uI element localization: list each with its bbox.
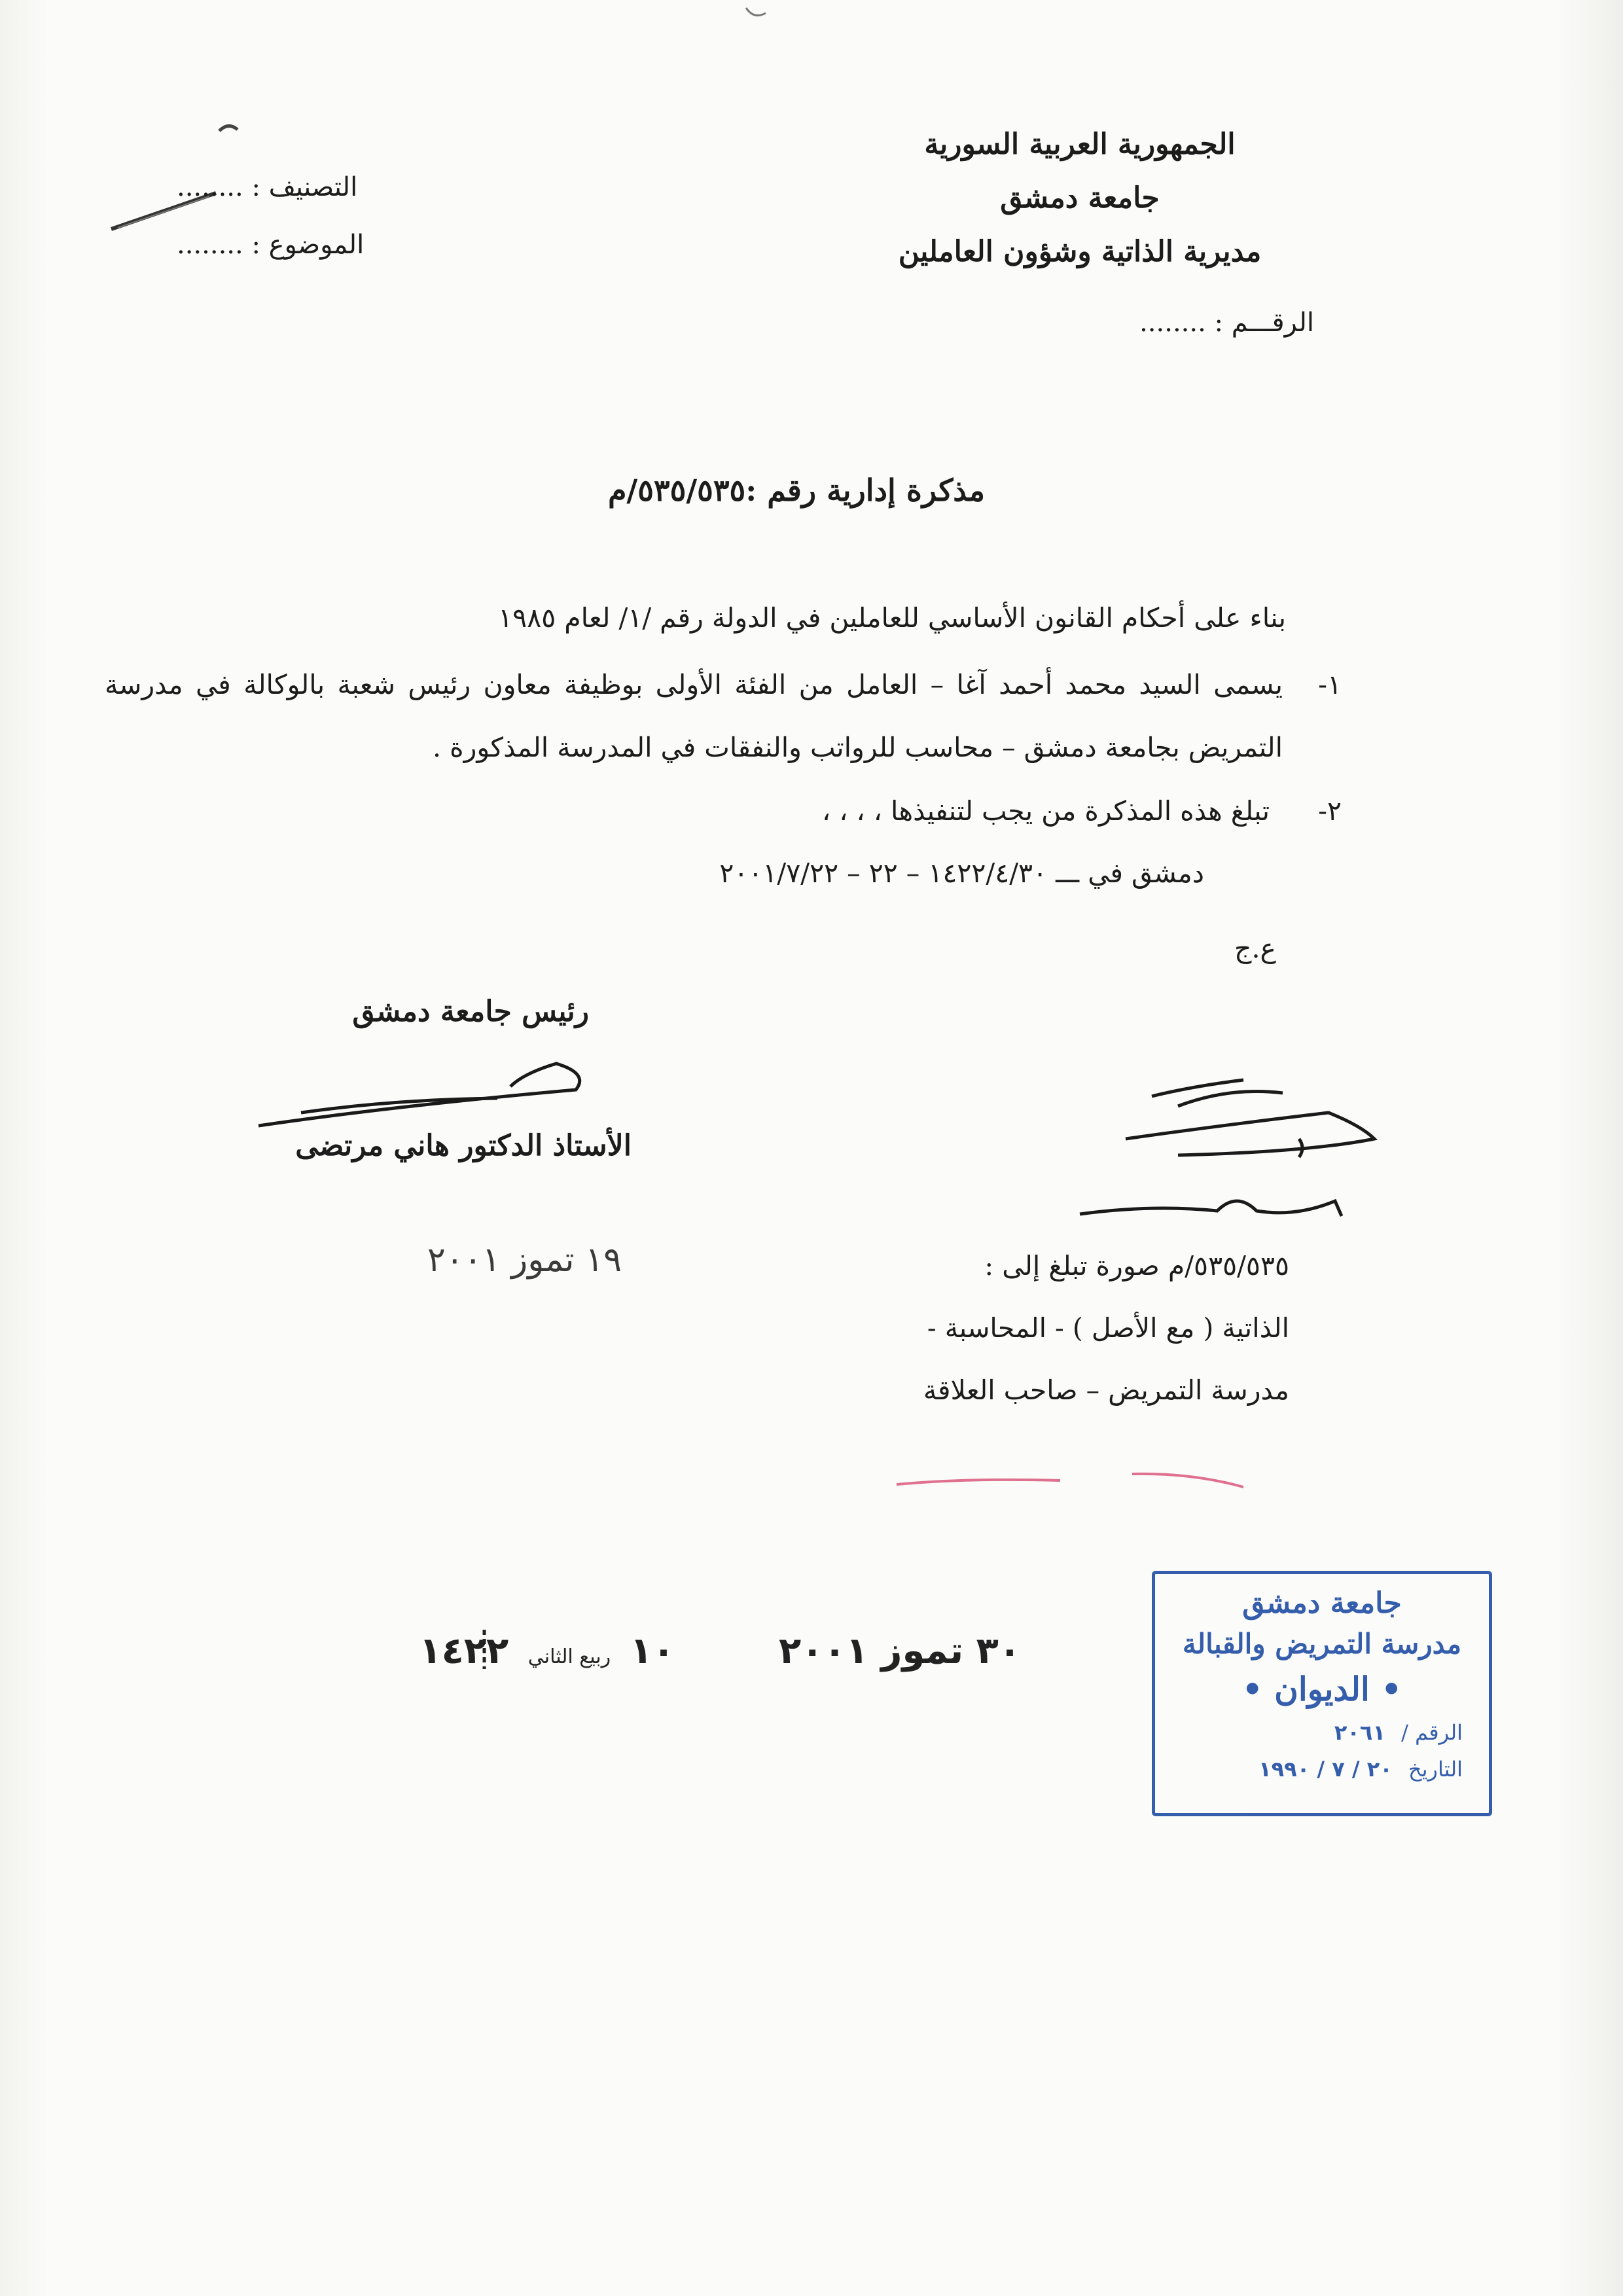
reference-number xyxy=(844,296,1315,350)
classification-block xyxy=(177,158,364,274)
top-edge-mark xyxy=(746,8,766,16)
pink-mark-right xyxy=(1132,1474,1243,1487)
pink-mark-left xyxy=(897,1480,1060,1484)
item-1-line-2: التمريض بجامعة دمشق – محاسب للرواتب والنفقات في المدرسة المذكورة . xyxy=(433,732,1283,763)
preamble-text: بناء على أحكام القانون الأساسي للعاملين في الدولة رقم /١/ لعام ١٩٨٥ xyxy=(498,602,1286,634)
received-date-stamp xyxy=(419,1630,1022,1672)
item-2-text: تبلغ هذه المذكرة من يجب لتنفيذها ، ، ، ، xyxy=(821,795,1270,827)
letterhead xyxy=(844,118,1315,350)
stamp-date-row xyxy=(1155,1751,1489,1787)
reference-value: ........ xyxy=(1139,308,1206,338)
stamp-date-value: ٢٠ / ٧ / ١٩٩٠ xyxy=(1258,1757,1393,1782)
stamp-office: • الديوان • xyxy=(1241,1670,1402,1708)
handwritten-date: ١٩ تموز ٢٠٠١ xyxy=(427,1240,622,1280)
item-1-line-1: يسمى السيد محمد أحمد آغا – العامل من الفئة الأولى بوظيفة معاون رئيس شعبة بالوكالة في مدرسة xyxy=(105,669,1283,700)
university-name: جامعة دمشق xyxy=(1000,181,1160,215)
gregorian-date: ٣٠ تموز ٢٠٠١ xyxy=(779,1630,1021,1672)
subject-row xyxy=(177,216,364,274)
distribution-line-1: الذاتية ( مع الأصل ) - المحاسبة - xyxy=(927,1312,1289,1344)
staff-signature xyxy=(1080,1080,1374,1216)
office-stamp xyxy=(1152,1571,1492,1816)
directorate-name: مديرية الذاتية وشؤون العاملين xyxy=(898,235,1262,268)
classification-value: ........ xyxy=(177,172,243,202)
signatory-title: رئيس جامعة دمشق xyxy=(352,995,589,1028)
hijri-month: ربيع الثاني xyxy=(527,1645,611,1668)
signatory-name: الأستاذ الدكتور هاني مرتضى xyxy=(295,1129,632,1162)
subject-value: ........ xyxy=(177,230,243,260)
classification-row xyxy=(177,158,364,216)
item-1-number: ١- xyxy=(1318,669,1342,700)
classification-label: التصنيف : xyxy=(251,172,358,202)
memo-title: مذكرة إدارية رقم :٥٣٥/٥٣٥/م xyxy=(607,473,985,508)
subject-label: الموضوع : xyxy=(251,230,365,260)
reference-label: الرقـــم : xyxy=(1214,308,1314,338)
hijri-day: ١٠ xyxy=(630,1630,675,1672)
stamp-university: جامعة دمشق xyxy=(1242,1587,1402,1620)
distribution-line-2: مدرسة التمريض – صاحب العلاقة xyxy=(923,1374,1289,1406)
stamp-school: مدرسة التمريض والقبالة xyxy=(1182,1628,1462,1660)
initials: ع.ج xyxy=(1234,933,1276,964)
president-signature xyxy=(259,1064,580,1126)
item-2-number: ٢- xyxy=(1318,795,1342,827)
stamp-number-value: ٢٠٦١ xyxy=(1334,1720,1385,1745)
pen-stroke-mark xyxy=(219,126,238,131)
republic-name: الجمهورية العربية السورية xyxy=(924,128,1236,161)
stamp-number-row xyxy=(1155,1714,1489,1751)
distribution-heading: ٥٣٥/٥٣٥/م صورة تبلغ إلى : xyxy=(984,1250,1289,1282)
hijri-year: ١٤٢٢ xyxy=(419,1630,509,1672)
stamp-date-label: التاريخ xyxy=(1408,1757,1463,1782)
issue-date-line: دمشق في ـــ ١٤٢٢/٤/٣٠ – ٢٢ – ٢٠٠١/٧/٢٢ xyxy=(719,857,1204,889)
stamp-number-label: الرقم / xyxy=(1401,1720,1463,1745)
